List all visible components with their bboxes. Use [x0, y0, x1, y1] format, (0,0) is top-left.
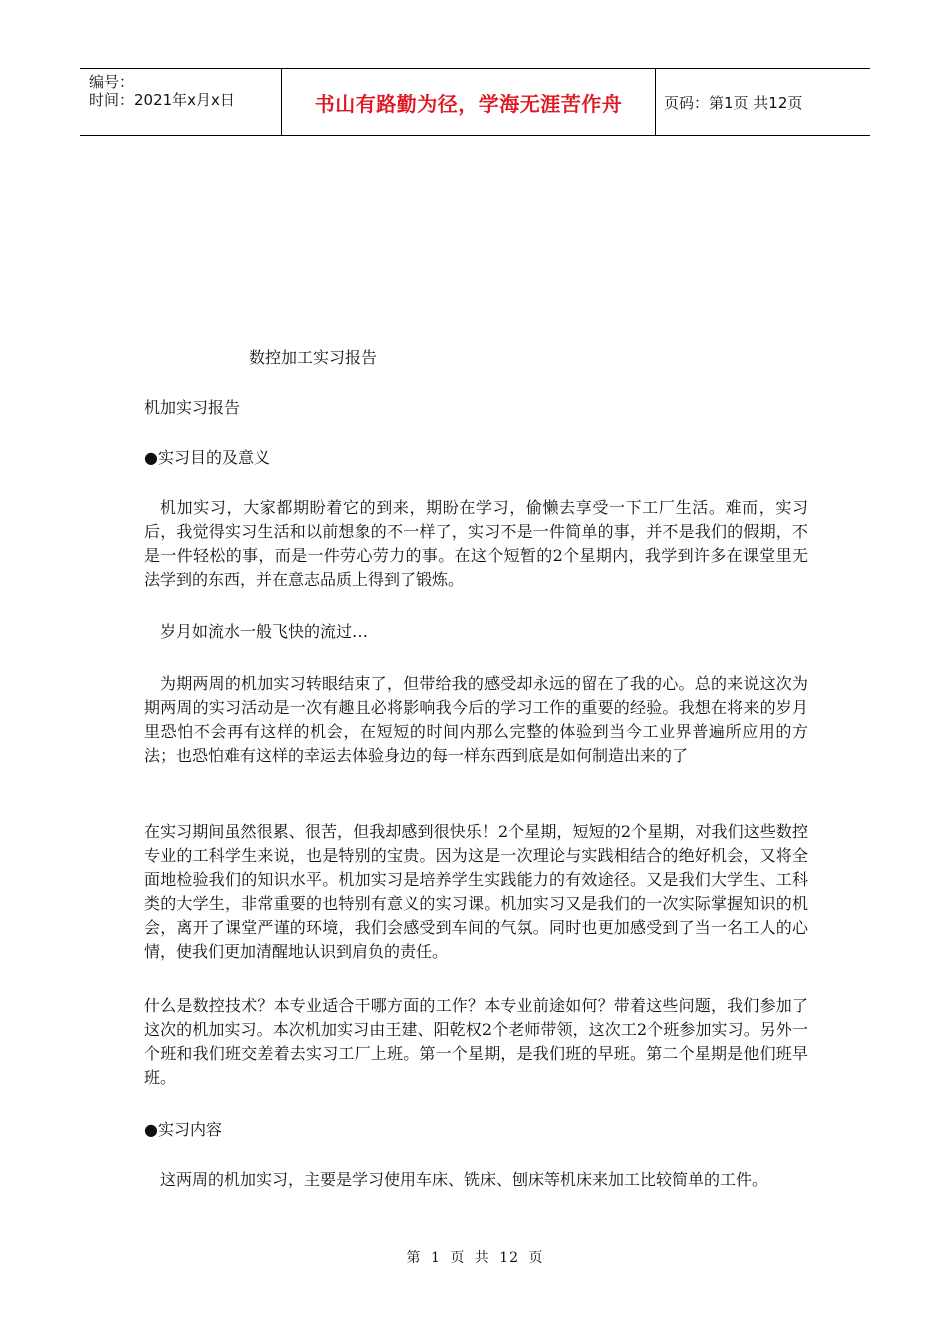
header-motto-cell: [282, 69, 656, 135]
header-table: [80, 68, 870, 136]
footer-current-page: 1: [430, 1250, 441, 1266]
footer-total-pages: 12: [499, 1250, 520, 1266]
header-left-cell: [80, 69, 282, 135]
document-title: 数控加工实习报告: [249, 348, 378, 367]
paragraph-6: 这两周的机加实习，主要是学习使用车床、铣床、刨床等机床来加工比较简单的工件。: [160, 1170, 769, 1189]
footer-ye-2: 页: [528, 1250, 544, 1266]
footer-ye: 页: [450, 1250, 466, 1266]
paragraph-1: 机加实习，大家都期盼着它的到来，期盼在学习，偷懒去享受一下工厂生活。难而，实习后，我觉得实习生活和以前想象的不一样了，实习不是一件简单的事，并不是我们的假期，不是一件轻松的事，而是一件劳心劳力的事。在这个短暂的2个星期内，我学到许多在课堂里无法学到的东西，并在意志品质上得到了锻炼。: [144, 498, 808, 589]
section-heading-purpose: ●实习目的及意义: [144, 448, 270, 467]
paragraph-5: 什么是数控技术？本专业适合干哪方面的工作？本专业前途如何？带着这些问题，我们参加了这次的机加实习。本次机加实习由王建、阳乾权2个老师带领，这次工2个班参加实习。另外一个班和我们班交差着去实习工厂上班。第一个星期，是我们班的早班。第二个星期是他们班早班。: [144, 996, 808, 1087]
footer-di: 第: [406, 1250, 422, 1266]
paragraph-3: 为期两周的机加实习转眼结束了，但带给我的感受却永远的留在了我的心。总的来说这次为期两周的实习活动是一次有趣且必将影响我今后的学习工作的重要的经验。我想在将来的岁月里恐怕不会再有这样的机会，在短短的时间内那么完整的体验到当今工业界普遍所应用的方法；也恐怕难有这样的幸运去体验身边的每一样东西到底是如何制造出来的了: [144, 674, 808, 765]
header-page-label: 页码：第1页 共12页: [664, 93, 803, 112]
paragraph-4: 在实习期间虽然很累、很苦，但我却感到很快乐！2个星期，短短的2个星期，对我们这些数控专业的工科学生来说，也是特别的宝贵。因为这是一次理论与实践相结合的绝好机会，又将全面地检验我们的知识水平。机加实习是培养学生实践能力的有效途径。又是我们大学生、工科类的大学生，非常重要的也特别有意义的实习课。机加实习又是我们的一次实际掌握知识的机会，离开了课堂严谨的环境，我们会感受到车间的气氛。同时也更加感受到了当一名工人的心情，使我们更加清醒地认识到肩负的责任。: [144, 822, 808, 961]
page-footer: [0, 1247, 950, 1267]
section-heading-content: ●实习内容: [144, 1120, 222, 1139]
header-motto: 书山有路勤为径，学海无涯苦作舟: [314, 91, 623, 116]
document-date-label: 时间：2021年x月x日: [89, 91, 235, 109]
document-subtitle: 机加实习报告: [144, 398, 241, 417]
paragraph-2: 岁月如流水一般飞快的流过…: [160, 622, 369, 641]
footer-gong: 共: [474, 1250, 490, 1266]
header-page-cell: [656, 69, 870, 135]
document-number-label: 编号：: [89, 73, 135, 91]
